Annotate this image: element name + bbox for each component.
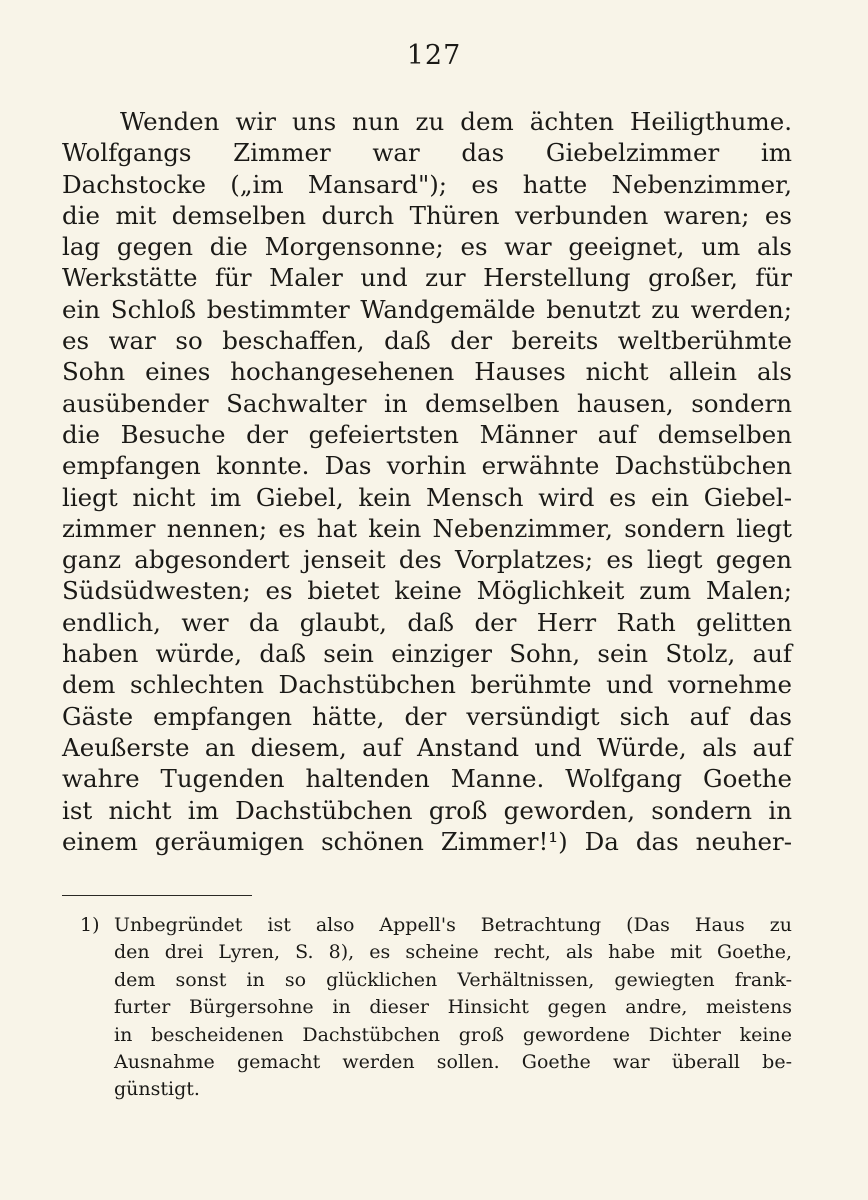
- footnote-marker: 1): [80, 914, 100, 936]
- text-line: Aeußerste an diesem, auf Anstand und Würde, als auf: [62, 732, 792, 762]
- text-line: Gäste empfangen hätte, der versündigt sich auf das: [62, 701, 792, 731]
- text-line: Dachstocke („im Mansard"); es hatte Nebenzimmer,: [62, 169, 792, 199]
- text-line: Sohn eines hochangesehenen Hauses nicht allein als: [62, 357, 792, 387]
- text-line: wahre Tugenden haltenden Manne. Wolfgang Goethe: [62, 764, 792, 794]
- text-line: lag gegen die Morgensonne; es war geeignet, um als: [62, 232, 792, 262]
- text-line: haben würde, daß sein einziger Sohn, sein Stolz, auf: [62, 639, 792, 669]
- footnote-line: Ausnahme gemacht werden sollen. Goethe war überall be-: [114, 1050, 792, 1073]
- text-line: es war so beschaffen, daß der bereits weltberühmte: [62, 326, 792, 356]
- text-line: liegt nicht im Giebel, kein Mensch wird es ein Giebel-: [62, 482, 792, 512]
- text-line: dem schlechten Dachstübchen berühmte und vornehme: [62, 670, 792, 700]
- text-line: Wenden wir uns nun zu dem ächten Heiligthume.: [120, 107, 792, 136]
- footnote-first-line: [80, 912, 792, 939]
- text-line: ein Schloß bestimmter Wandgemälde benutzt zu werden;: [62, 294, 792, 324]
- text-line: zimmer nennen; es hat kein Nebenzimmer, sondern liegt: [62, 513, 792, 543]
- footnote-line: furter Bürgersohne in dieser Hinsicht gegen andre, meistens: [114, 996, 792, 1019]
- footnote-line: dem sonst in so glücklichen Verhältnissen, gewiegten frank-: [114, 968, 792, 991]
- text-line: Werkstätte für Maler und zur Herstellung großer, für: [62, 263, 792, 293]
- footnote-line: den drei Lyren, S. 8), es scheine recht, als habe mit Goethe,: [114, 941, 792, 964]
- text-line: endlich, wer da glaubt, daß der Herr Rath gelitten: [62, 607, 792, 637]
- text-line: empfangen konnte. Das vorhin erwähnte Dachstübchen: [62, 451, 792, 481]
- footnote-line: Unbegründet ist also Appell's Betrachtung (Das Haus zu: [114, 914, 792, 936]
- text-line: Südsüdwesten; es bietet keine Möglichkeit zum Malen;: [62, 576, 792, 606]
- page-number: 127: [406, 40, 462, 71]
- text-line: ist nicht im Dachstübchen groß geworden, sondern in: [62, 795, 792, 825]
- text-line: einem geräumigen schönen Zimmer!¹) Da das neuher-: [62, 826, 792, 856]
- text-line: ganz abgesondert jenseit des Vorplatzes; es liegt gegen: [62, 545, 792, 575]
- footnote-separator: [62, 895, 252, 896]
- main-text: [62, 106, 792, 857]
- text-line: ausübender Sachwalter in demselben hausen, sondern: [62, 388, 792, 418]
- footnote-block: [80, 912, 792, 1104]
- text-line: Wolfgangs Zimmer war das Giebelzimmer im: [62, 138, 792, 168]
- footnote-line: günstigt.: [114, 1078, 200, 1101]
- text-line: die Besuche der gefeiertsten Männer auf demselben: [62, 419, 792, 449]
- text-line: die mit demselben durch Thüren verbunden waren; es: [62, 200, 792, 230]
- footnote-line: in bescheidenen Dachstübchen groß gewordene Dichter keine: [114, 1023, 792, 1046]
